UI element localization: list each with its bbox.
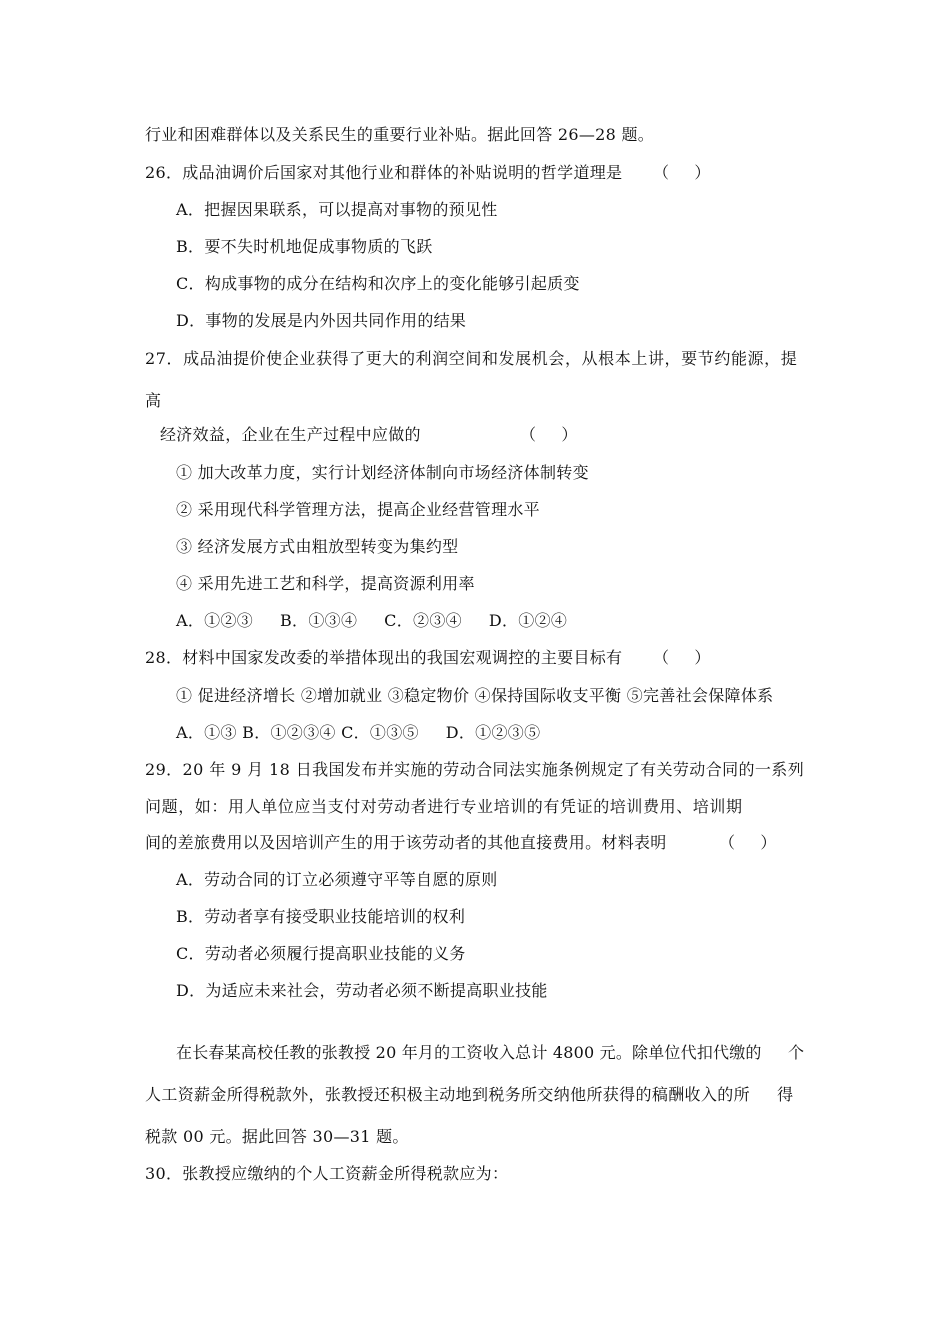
question-28-answer-paren: （ ） — [653, 648, 711, 667]
question-27-item-4: ④ 采用先进工艺和科学，提高资源利用率 — [176, 574, 475, 593]
material-2-line1: 在长春某高校任教的张教授 20 年月的工资收入总计 4800 元。除单位代扣代缴的 个 — [176, 1043, 805, 1062]
question-27-options: A．①②③ B．①③④ C．②③④ D．①②④ — [176, 611, 568, 630]
question-26-option-a: A．把握因果联系，可以提高对事物的预见性 — [176, 200, 498, 219]
question-27-item-3: ③ 经济发展方式由粗放型转变为集约型 — [176, 537, 459, 556]
question-27-answer-paren: （ ） — [520, 425, 578, 444]
question-29-stem-line3: 间的差旅费用以及因培训产生的用于该劳动者的其他直接费用。材料表明 — [145, 833, 667, 852]
question-26-option-c: C．构成事物的成分在结构和次序上的变化能够引起质变 — [176, 274, 580, 293]
material-2-line2: 人工资薪金所得税款外，张教授还积极主动地到税务所交纳他所获得的稿酬收入的所 得 — [145, 1085, 794, 1104]
question-29-option-d: D．为适应未来社会，劳动者必须不断提高职业技能 — [176, 981, 548, 1000]
material-2-line3: 税款 00 元。据此回答 30—31 题。 — [145, 1127, 409, 1146]
question-27-stem-line1: 27．成品油提价使企业获得了更大的利润空间和发展机会，从根本上讲，要节约能源，提 — [145, 349, 798, 368]
question-29-option-b: B．劳动者享有接受职业技能培训的权利 — [176, 907, 466, 926]
question-27-item-2: ② 采用现代科学管理方法，提高企业经营管理水平 — [176, 500, 540, 519]
question-26-answer-paren: （ ） — [653, 163, 711, 182]
question-27-item-1: ① 加大改革力度，实行计划经济体制向市场经济体制转变 — [176, 463, 589, 482]
question-28-items: ① 促进经济增长 ②增加就业 ③稳定物价 ④保持国际收支平衡 ⑤完善社会保障体系 — [176, 686, 774, 705]
question-29-answer-paren: （ ） — [719, 833, 777, 852]
question-30-stem: 30．张教授应缴纳的个人工资薪金所得税款应为： — [145, 1164, 509, 1183]
material-intro-tail: 行业和困难群体以及关系民生的重要行业补贴。据此回答 26—28 题。 — [145, 125, 655, 144]
question-26-stem: 26．成品油调价后国家对其他行业和群体的补贴说明的哲学道理是 — [145, 163, 623, 182]
question-29-stem-line2: 问题，如：用人单位应当支付对劳动者进行专业培训的有凭证的培训费用、培训期 — [145, 797, 743, 816]
question-29-option-c: C．劳动者必须履行提高职业技能的义务 — [176, 944, 466, 963]
question-29-stem-line1: 29．20 年 9 月 18 日我国发布并实施的劳动合同法实施条例规定了有关劳动合同的一系列 — [145, 760, 805, 779]
question-28-stem: 28．材料中国家发改委的举措体现出的我国宏观调控的主要目标有 — [145, 648, 623, 667]
question-26-option-d: D．事物的发展是内外因共同作用的结果 — [176, 311, 467, 330]
question-27-stem-line2: 高 — [145, 391, 162, 410]
question-27-stem-line3: 经济效益，企业在生产过程中应做的 — [160, 425, 421, 444]
question-29-option-a: A．劳动合同的订立必须遵守平等自愿的原则 — [176, 870, 498, 889]
question-26-option-b: B．要不失时机地促成事物质的飞跃 — [176, 237, 433, 256]
question-28-options: A．①③ B．①②③④ C．①③⑤ D．①②③⑤ — [176, 723, 541, 742]
